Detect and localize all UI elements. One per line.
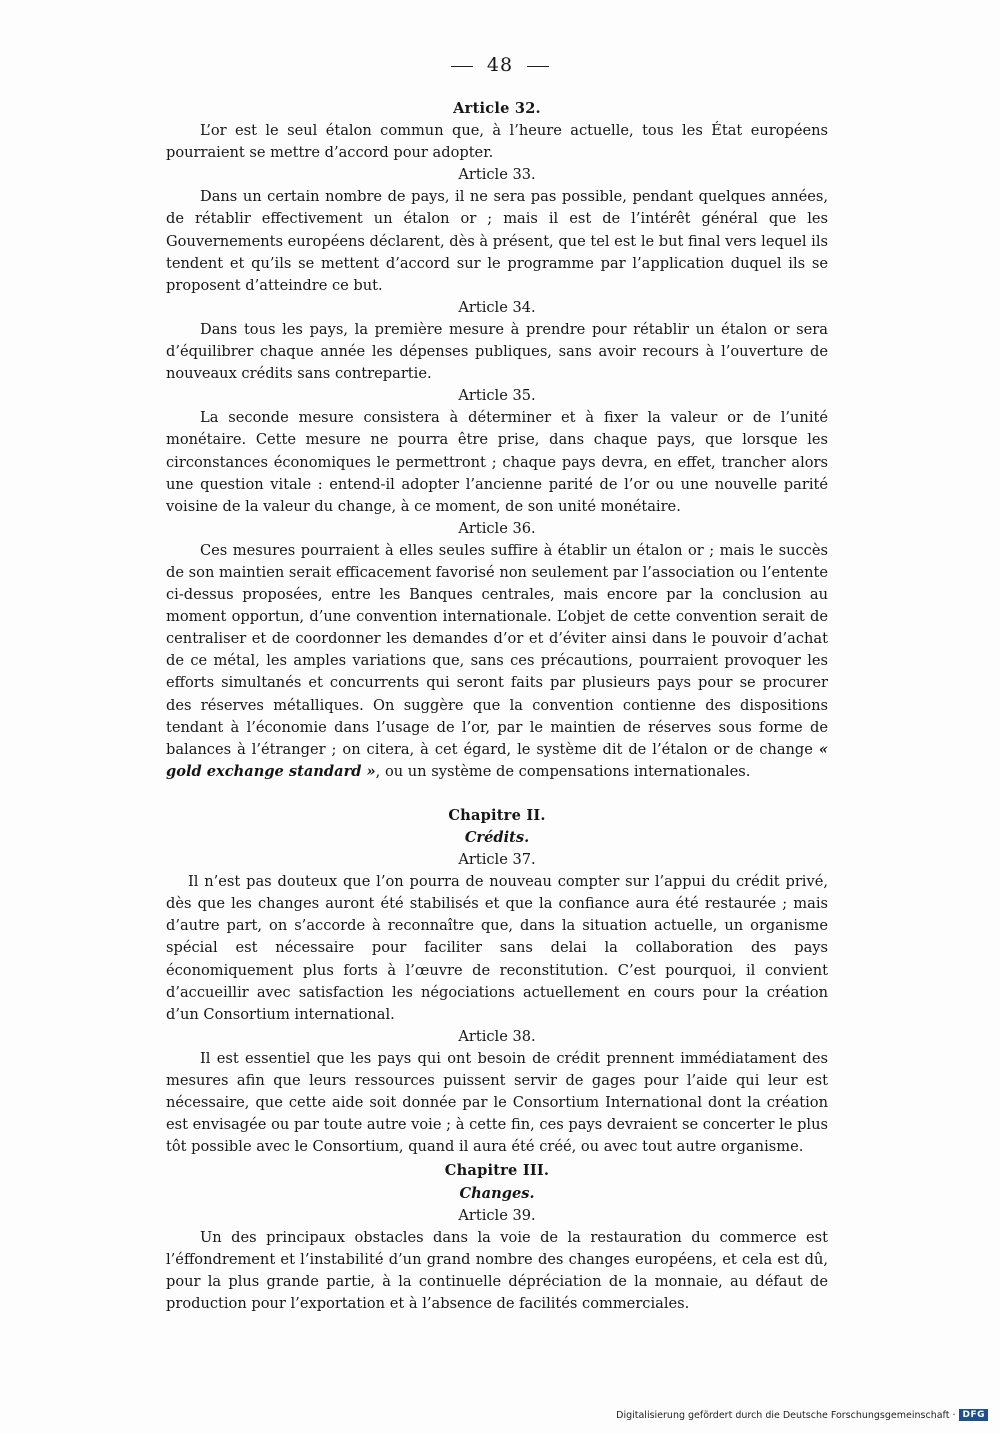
article-36-title: Article 36. [458, 519, 536, 537]
article-38-text: Il est essentiel que les pays qui ont besoin de crédit prennent immédiatament des mesures afin que leurs ressources puissent servir de gages pour l’aide qui leur est nécessaire, que cette aide soit donnée par le Consortium International dont la création est envisagée ou par toute autre voie ; à cette fin, ces pays devraient se concerter le plus tôt possible avec le Consortium, quand il aura été créé, ou avec tout autre organisme. [166, 1049, 828, 1156]
article-33-title: Article 33. [458, 166, 536, 184]
dash-right [527, 66, 549, 67]
article-37-text: Il n’est pas douteux que l’on pourra de nouveau compter sur l’appui du crédit privé, dès que les changes auront été stabilisés et que la confiance aura été restaurée ; mais d’autre part, on s’accorde à reconnaître que, dans la situation actuelle, un organisme spécial est nécessaire pour faciliter sans delai la collaboration des pays économiquement plus forts à l’œuvre de reconstitution. C’est pourquoi, il convient d’accueillir avec satisfaction les négociations actuellement en cours pour la création d’un Consortium international. [166, 873, 828, 1023]
chapter-2-title: Chapitre II. [448, 806, 546, 824]
article-36-text-before: Ces mesures pourraient à elles seules suffire à établir un étalon or ; mais le succès de son maintien serait efficacement favorisé non seulement par l’association ou l’entente ci-dessus proposées, entre les Banques centrales, mais encore par la conclusion au moment opportun, d’une convention internationale. L’objet de cette convention serait de centraliser et de coordonner les demandes d’or et d’éviter ainsi dans le pouvoir d’achat de ce métal, les amples variations que, sans ces précautions, pourraient provoquer les efforts simultanés et concurrents qui seront faits par plusieurs pays pour se procurer des réserves métalliques. On suggère que la convention contienne des dispositions tendant à l’économie dans l’usage de l’or, par le maintien de réserves sous forme de balances à l’étranger ; on citera, à cet égard, le système dit de l’étalon or de change [166, 541, 828, 758]
article-35-title: Article 35. [458, 387, 536, 405]
article-34-text: Dans tous les pays, la première mesure à prendre pour rétablir un étalon or sera d’équilibrer chaque année les dépenses publiques, sans avoir recours à l’ouverture de nouveaux crédits sans contrepartie. [166, 320, 828, 383]
dash-left [451, 66, 473, 67]
article-36-text-after: , ou un système de compensations internationales. [375, 762, 751, 780]
article-38-title: Article 38. [458, 1027, 536, 1045]
article-36-italic-term: « gold exchange standard » [166, 740, 829, 780]
article-33-text: Dans un certain nombre de pays, il ne sera pas possible, pendant quelques années, de rétablir effectivement un étalon or ; mais il est de l’intérêt général que les Gouvernements européens déclarent, dès à présent, que tel est le but final vers lequel ils tendent et qu’ils se mettent d’accord sur le programme par l’application duquel ils se proposent d’atteindre ce but. [166, 188, 828, 294]
article-32-text: L’or est le seul étalon commun que, à l’heure actuelle, tous les État européens pourraient se mettre d’accord pour adopter. [166, 122, 828, 162]
dfg-logo: DFG [959, 1409, 988, 1421]
digitization-footer [616, 1409, 988, 1421]
chapter-2-subtitle: Crédits. [464, 829, 530, 846]
document-body [166, 98, 828, 1315]
spacer [166, 783, 828, 805]
page-number-line [0, 54, 1000, 76]
chapter-3-title: Chapitre III. [444, 1162, 550, 1180]
footer-text: Digitalisierung gefördert durch die Deutsche Forschungsgemeinschaft · [616, 1409, 956, 1421]
article-35-text: La seconde mesure consistera à déterminer et à fixer la valeur or de l’unité monétaire. Cette mesure ne pourra être prise, dans chaque pays, que lorsque les circonstances économiques le permettront ; chaque pays devra, en effet, trancher alors une question vitale : entend-il adopter l’ancienne parité de l’or ou une nouvelle parité voisine de la valeur du change, à ce moment, de son unité monétaire. [166, 409, 828, 515]
article-37-title: Article 37. [458, 851, 536, 869]
article-39-title: Article 39. [458, 1206, 536, 1224]
chapter-3-subtitle: Changes. [459, 1184, 535, 1202]
article-39-text: Un des principaux obstacles dans la voie de la restauration du commerce est l’éffondrement et l’instabilité d’un grand nombre des changes européens, et cela est dû, pour la plus grande partie, à la continuelle dépréciation de la monnaie, au défaut de production pour l’exportation et à l’absence de facilités commerciales. [166, 1228, 828, 1312]
page-number: 48 [486, 54, 514, 76]
article-36-text [166, 540, 828, 783]
article-34-title: Article 34. [458, 298, 536, 316]
article-32-title: Article 32. [453, 100, 541, 117]
